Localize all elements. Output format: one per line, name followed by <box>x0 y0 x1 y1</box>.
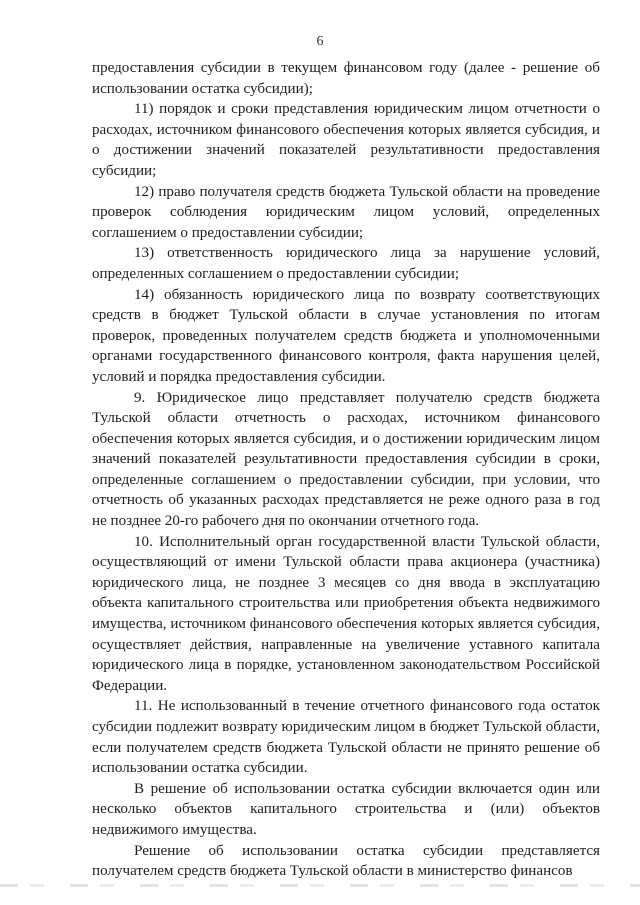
paragraph-decision-objects: В решение об использовании остатка субсидии включается один или несколько объектов капитального строительства и (или) объектов недвижимого имущества. <box>92 780 600 838</box>
paragraph-decision-submission: Решение об использовании остатка субсидии представляется получателем средств бюджета Тульской области в министерство финансов <box>92 842 600 880</box>
scan-edge-artifact <box>0 884 640 887</box>
paragraph-item-13: 13) ответственность юридического лица за нарушение условий, определенных соглашением о предоставлении субсидии; <box>92 245 600 282</box>
document-body <box>92 58 600 882</box>
paragraph-item-11: 11) порядок и сроки представления юридическим лицом отчетности о расходах, источником финансового обеспечения которых является субсидия, и о достижении значений показателей результативности предоставления субсидии; <box>92 101 600 179</box>
paragraph-continuation: предоставления субсидии в текущем финансовом году (далее - решение об использовании остатка субсидии); <box>92 60 600 97</box>
paragraph-clause-10: 10. Исполнительный орган государственной власти Тульской области, осуществляющий от имени Тульской области права акционера (участника) юридического лица, не позднее 3 месяцев со дня ввода в эксплуатацию объекта капитального строительства или приобретения объекта недвижимого имущества, источником финансового обеспечения которых является субсидия, осуществляет действия, направленные на увеличение уставного капитала юридического лица в порядке, установленном законодательством Российской Федерации. <box>92 533 600 694</box>
paragraph-clause-11: 11. Не использованный в течение отчетного финансового года остаток субсидии подлежит возврату юридическим лицом в бюджет Тульской области, если получателем средств бюджета Тульской области не принято решение об использовании остатка субсидии. <box>92 698 600 777</box>
paragraph-clause-9: 9. Юридическое лицо представляет получателю средств бюджета Тульской области отчетность о расходах, источником финансового обеспечения которых является субсидия, и о достижении юридическим лицом значений показателей результативности предоставления субсидии в сроки, определенные соглашением о предоставлении субсидии, при условии, что отчетность об указанных расходах представляется не реже одного раза в год не позднее 20-го рабочего дня по окончании отчетного года. <box>92 389 600 530</box>
paragraph-item-12: 12) право получателя средств бюджета Тульской области на проведение проверок соблюдения юридическим лицом условий, определенных соглашением о предоставлении субсидии; <box>92 183 600 241</box>
paragraph-item-14: 14) обязанность юридического лица по возврату соответствующих средств в бюджет Тульской области в случае установления по итогам проверок, проведенных получателем средств бюджета и уполномоченными органами государственного финансового контроля, факта нарушения целей, условий и порядка предоставления субсидии. <box>92 286 600 385</box>
page-number: 6 <box>316 34 324 49</box>
